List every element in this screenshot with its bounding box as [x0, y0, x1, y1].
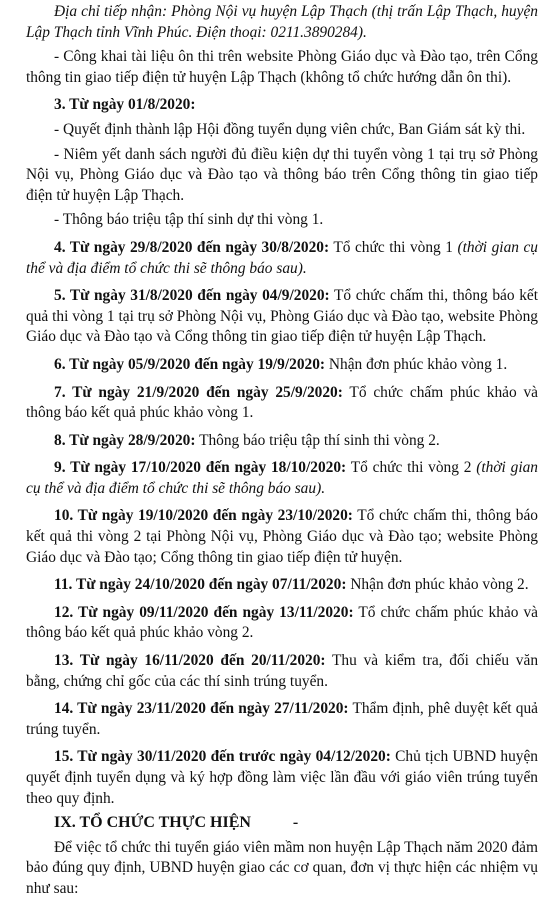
schedule-item-text: Tổ chức chấm phúc khảo và thông báo kết quả phúc khảo vòng 2. [26, 603, 538, 642]
schedule-item-label: 8. Từ ngày 28/9/2020: [54, 431, 196, 449]
schedule-item-label: 5. Từ ngày 31/8/2020 đến ngày 04/9/2020: [54, 287, 330, 305]
schedule-item [26, 355, 538, 376]
schedule-item [26, 383, 538, 424]
schedule-item-text: Thu và kiểm tra, đối chiếu văn bằng, chứng chỉ gốc của các thí sinh trúng tuyển. [26, 652, 539, 690]
schedule-item [26, 286, 538, 348]
schedule-item-label: 4. Từ ngày 29/8/2020 đến ngày 30/8/2020: [54, 238, 330, 256]
section-body: Để việc tổ chức thi tuyển giáo viên mầm non huyện Lập Thạch năm 2020 đảm bảo đúng quy định, UBND huyện giao các cơ quan, đơn vị thực hiện các nhiệm vụ như sau: [26, 838, 538, 897]
schedule-item [26, 458, 538, 499]
item-3-bullet: - Thông báo triệu tập thí sinh dự thi vòng 1. [54, 211, 324, 229]
schedule-item-text: Thông báo triệu tập thí sinh thi vòng 2. [195, 431, 440, 449]
schedule-item-label: 12. Từ ngày 09/11/2020 đến ngày 13/11/2020: [54, 603, 354, 621]
schedule-item-text: Chủ tịch UBND huyện quyết định tuyển dụng và ký hợp đồng làm việc lần đầu với giáo viên trúng tuyển theo quy định. [26, 748, 538, 807]
schedule-item-text: Nhận đơn phúc khảo vòng 2. [346, 576, 529, 594]
schedule-item-label: 7. Từ ngày 21/9/2020 đến ngày 25/9/2020: [54, 383, 343, 401]
schedule-item-text: Tổ chức chấm thi, thông báo kết quả thi vòng 2 tại Phòng Nội vụ, Phòng Giáo dục và Đào tạo; website Phòng Giáo dục và Đào tạo; Cổng thông tin giao tiếp điện tử huyện. [26, 507, 538, 566]
schedule-item-text: Tổ chức chấm thi, thông báo kết quả thi vòng 1 tại trụ sở Phòng Nội vụ, Phòng Giáo dục và Đào tạo, website Phòng Giáo dục và Đào tạo và Cổng thông tin giao tiếp điện tử huyện Lập Thạch. [26, 287, 538, 346]
schedule-item-label: 10. Từ ngày 19/10/2020 đến ngày 23/10/2020: [54, 507, 353, 525]
publish-materials-note: - Công khai tài liệu ôn thi trên website Phòng Giáo dục và Đào tạo, trên Cổng thông tin giao tiếp điện tử huyện Lập Thạch (không tổ chức hướng dẫn ôn thi). [26, 48, 538, 86]
schedule-item [26, 575, 538, 596]
schedule-item-label: 9. Từ ngày 17/10/2020 đến ngày 18/10/2020: [54, 459, 347, 477]
schedule-item [26, 747, 538, 809]
item-3-bullet: - Niêm yết danh sách người đủ điều kiện dự thi tuyển vòng 1 tại trụ sở Phòng Nội vụ, Phòng Giáo dục và Đào tạo và thông báo trên Cổng thông tin giao tiếp điện tử huyện Lập Thạch. [26, 145, 538, 204]
schedule-item-note: (thời gian cụ thể và địa điểm tổ chức thi sẽ thông báo sau). [26, 459, 539, 497]
schedule-item [26, 238, 538, 279]
schedule-item-text: Tổ chức thi vòng 1 [329, 238, 458, 256]
schedule-item-label: 11. Từ ngày 24/10/2020 đến ngày 07/11/2020: [54, 576, 347, 594]
section-heading-text: IX. TỔ CHỨC THỰC HIỆN [54, 814, 251, 832]
schedule-item-text: Tổ chức chấm phúc khảo và thông báo kết quả phúc khảo vòng 1. [26, 383, 539, 422]
schedule-item-label: 15. Từ ngày 30/11/2020 đến trước ngày 04/12/2020: [54, 748, 391, 766]
schedule-item-note: (thời gian cụ thể và địa điểm tổ chức thi sẽ thông báo sau). [26, 238, 539, 277]
schedule-item-label: 14. Từ ngày 23/11/2020 đến ngày 27/11/2020: [54, 700, 349, 718]
section-heading [26, 813, 538, 834]
schedule-item-label: 13. Từ ngày 16/11/2020 đến 20/11/2020: [54, 652, 326, 670]
schedule-item [26, 699, 538, 740]
schedule-item-text: Thẩm định, phê duyệt kết quả trúng tuyển. [26, 700, 538, 738]
schedule-item-text: Tổ chức thi vòng 2 [346, 459, 477, 477]
schedule-item [26, 651, 538, 692]
schedule-item-text: Nhận đơn phúc khảo vòng 1. [325, 355, 508, 373]
schedule-item [26, 506, 538, 568]
receiving-address: Địa chỉ tiếp nhận: Phòng Nội vụ huyện Lập Thạch (thị trấn Lập Thạch, huyện Lập Thạch tỉnh Vĩnh Phúc. Điện thoại: 0211.3890284). [26, 3, 538, 41]
schedule-item-label: 6. Từ ngày 05/9/2020 đến ngày 19/9/2020: [54, 355, 326, 373]
schedule-item [26, 431, 538, 452]
item-3-label: 3. Từ ngày 01/8/2020: [54, 96, 196, 114]
schedule-item [26, 603, 538, 644]
section-heading-mark: - [292, 814, 299, 832]
item-3-bullet: - Quyết định thành lập Hội đồng tuyển dụng viên chức, Ban Giám sát kỳ thi. [54, 120, 526, 138]
